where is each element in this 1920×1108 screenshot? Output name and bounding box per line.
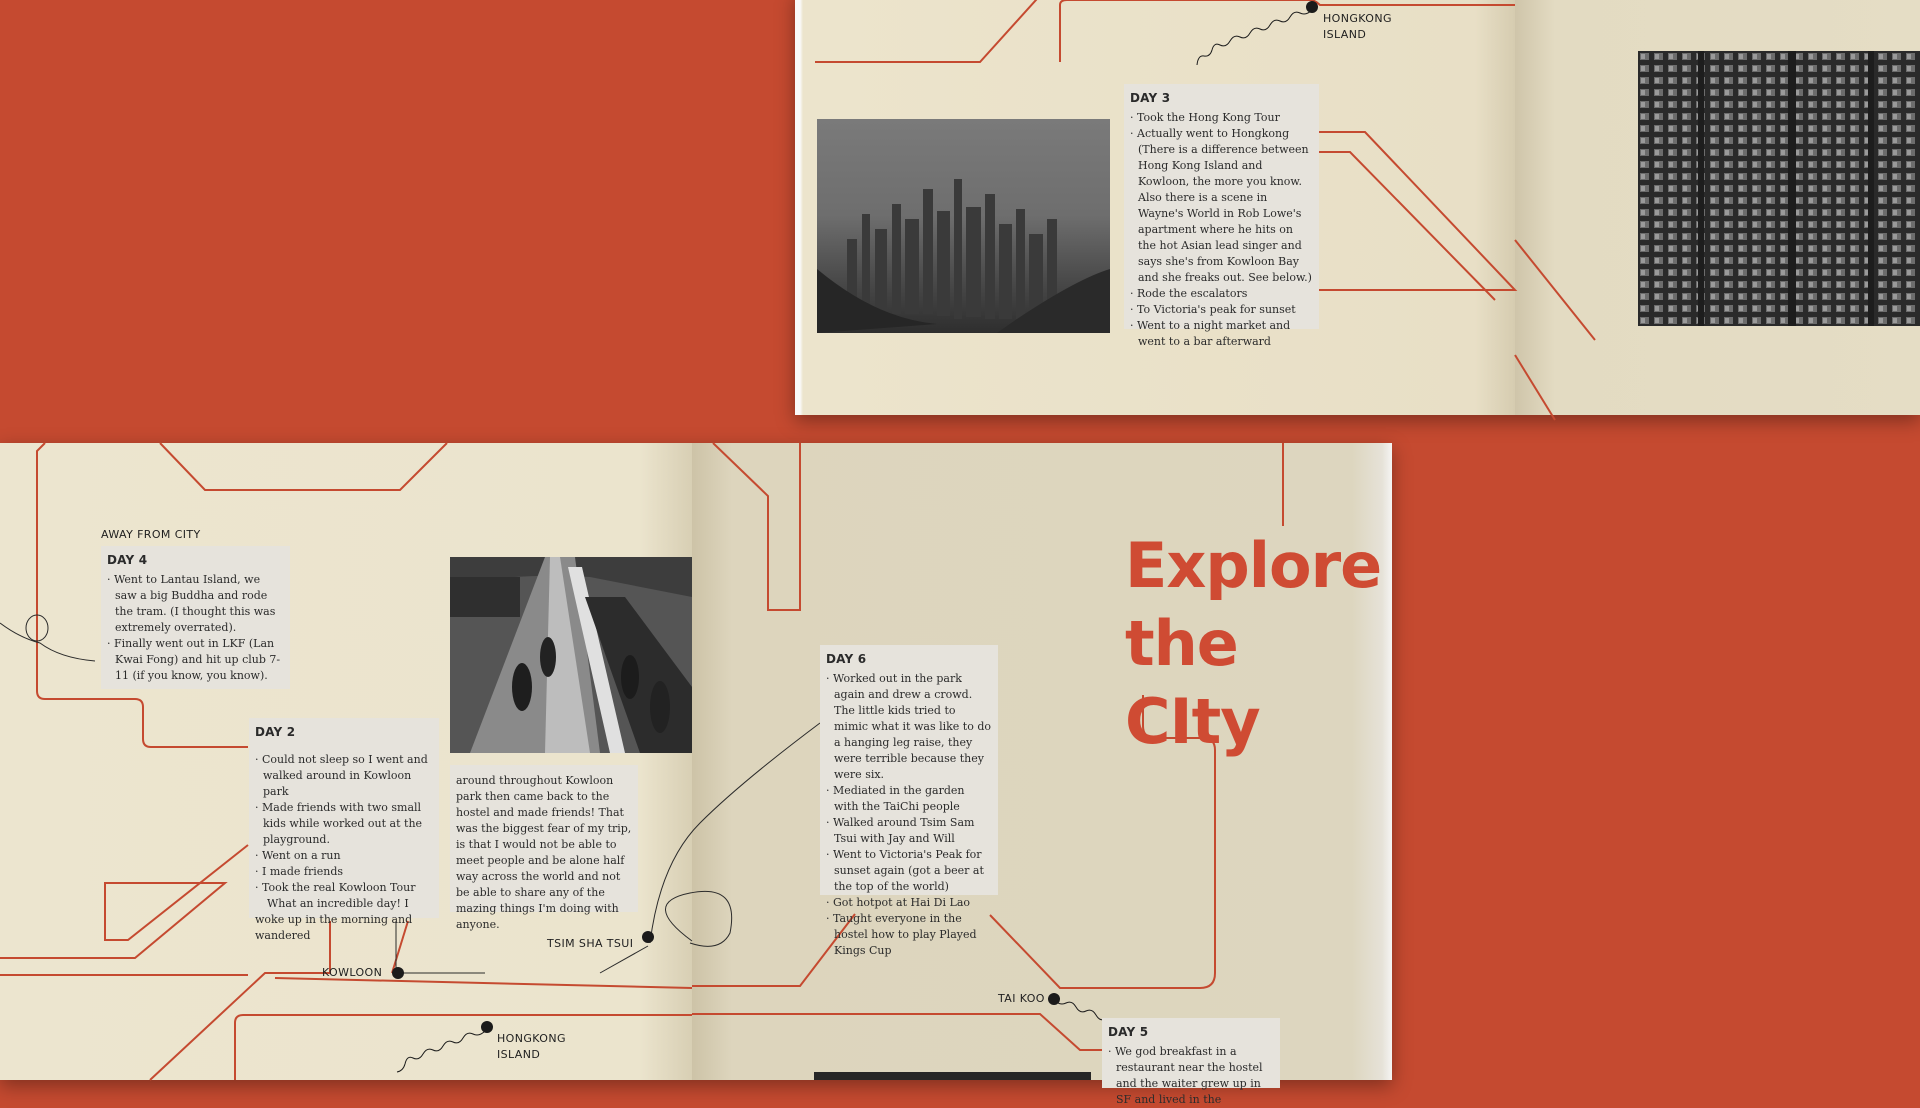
bottom-spread: [0, 443, 1392, 1106]
hongkong-island-bottom-label: HONGKONG ISLAND: [497, 1032, 566, 1061]
day-2-continuation-note: [450, 765, 638, 931]
kowloon-station-label: KOWLOON: [322, 966, 383, 979]
tsim-sha-tsui-station-dot: [642, 931, 654, 943]
day-6-item: · Taught everyone in the hostel how to play Played Kings Cup: [826, 911, 992, 959]
day-4-item: · Finally went out in LKF (Lan Kwai Fong) and hit up club 7-11 (if you know, you know).: [107, 636, 284, 684]
kowloon-station-dot: [392, 967, 404, 979]
hongkong-island-bottom-dot: [481, 1021, 493, 1033]
day-6-item: · Got hotpot at Hai Di Lao: [826, 895, 992, 911]
day-4-note: [101, 546, 290, 689]
day-3-item: · Went to a night market and went to a bar afterward: [1130, 318, 1313, 350]
tai-koo-station-dot: [1048, 993, 1060, 1005]
top-spread: [795, 0, 1920, 415]
day-3-item: · To Victoria's peak for sunset: [1130, 302, 1313, 318]
day-2-item: · Made friends with two small kids while worked out at the playground.: [255, 800, 433, 848]
hongkong-island-station-dot: [1306, 1, 1318, 13]
day-2-continuation: What an incredible day! I woke up in the morning and wandered: [255, 897, 413, 942]
day-6-item: · Mediated in the garden with the TaiChi people: [826, 783, 992, 815]
headline-line-2: the CIty: [1125, 607, 1260, 758]
day-6-item: · Walked around Tsim Sam Tsui with Jay and Will: [826, 815, 992, 847]
day-6-note: [820, 645, 998, 957]
day-2-item: · I made friends: [255, 864, 433, 880]
day-6-item: · Went to Victoria's Peak for sunset again (got a beer at the top of the world): [826, 847, 992, 895]
day-6-item: · Worked out in the park again and drew a crowd. The little kids tried to mimic what it was like to do a hanging leg raise, they were terrible because they were six.: [826, 671, 992, 783]
day-3-item: · Actually went to Hongkong (There is a difference between Hong Kong Island and Kowloon, the more you know. Also there is a scene in Wayne's World in Rob Lowe's apartment where he hits on the hot Asian lead singer and says she's from Kowloon Bay and she freaks out. See below.): [1130, 126, 1313, 286]
hongkong-skyline-photo: [817, 119, 1110, 333]
day-3-title: DAY 3: [1130, 91, 1171, 105]
day-5-note: [1102, 1018, 1280, 1106]
day-2-item: · Could not sleep so I went and walked around in Kowloon park: [255, 752, 433, 800]
day-2-title: DAY 2: [255, 725, 296, 739]
hongkong-island-station-label: HONGKONG ISLAND: [1323, 12, 1392, 41]
kowloon-stairs-photo: [450, 557, 692, 753]
day-3-item: · Rode the escalators: [1130, 286, 1313, 302]
tsim-sha-tsui-station-label: TSIM SHA TSUI: [547, 937, 634, 950]
day-6-title: DAY 6: [826, 652, 867, 666]
headline-line-1: Explore: [1125, 529, 1382, 602]
day-4-item: · Went to Lantau Island, we saw a big Buddha and rode the tram. (I thought this was extremely overrated).: [107, 572, 284, 636]
apartment-windows: [1638, 51, 1920, 326]
away-from-city-label: AWAY FROM CITY: [101, 528, 201, 541]
day-5-title: DAY 5: [1108, 1025, 1149, 1039]
tai-koo-station-label: TAI KOO: [998, 992, 1045, 1005]
day-5-item: · We god breakfast in a restaurant near the hostel and the waiter grew up in SF and lived in the: [1108, 1044, 1274, 1108]
skyline-silhouette: [817, 119, 1110, 333]
bottom-photo-strip: [814, 1072, 1091, 1080]
stairs-scene: [450, 557, 692, 753]
day-4-title: DAY 4: [107, 553, 148, 567]
apartment-block-photo: [1638, 51, 1920, 326]
day-3-item: · Took the Hong Kong Tour: [1130, 110, 1313, 126]
day-2-note: [249, 718, 439, 942]
day-2-continuation-text: around throughout Kowloon park then came back to the hostel and made friends! That was the biggest fear of my trip, is that I would not be able to meet people and be alone half way across the world and not be able to share any of the mazing things I'm doing with anyone.: [456, 774, 632, 931]
day-2-item: · Went on a run: [255, 848, 433, 864]
day-3-note: [1124, 84, 1319, 348]
day-2-item: · Took the real Kowloon Tour: [255, 880, 433, 896]
explore-the-city-headline: [1125, 527, 1392, 761]
